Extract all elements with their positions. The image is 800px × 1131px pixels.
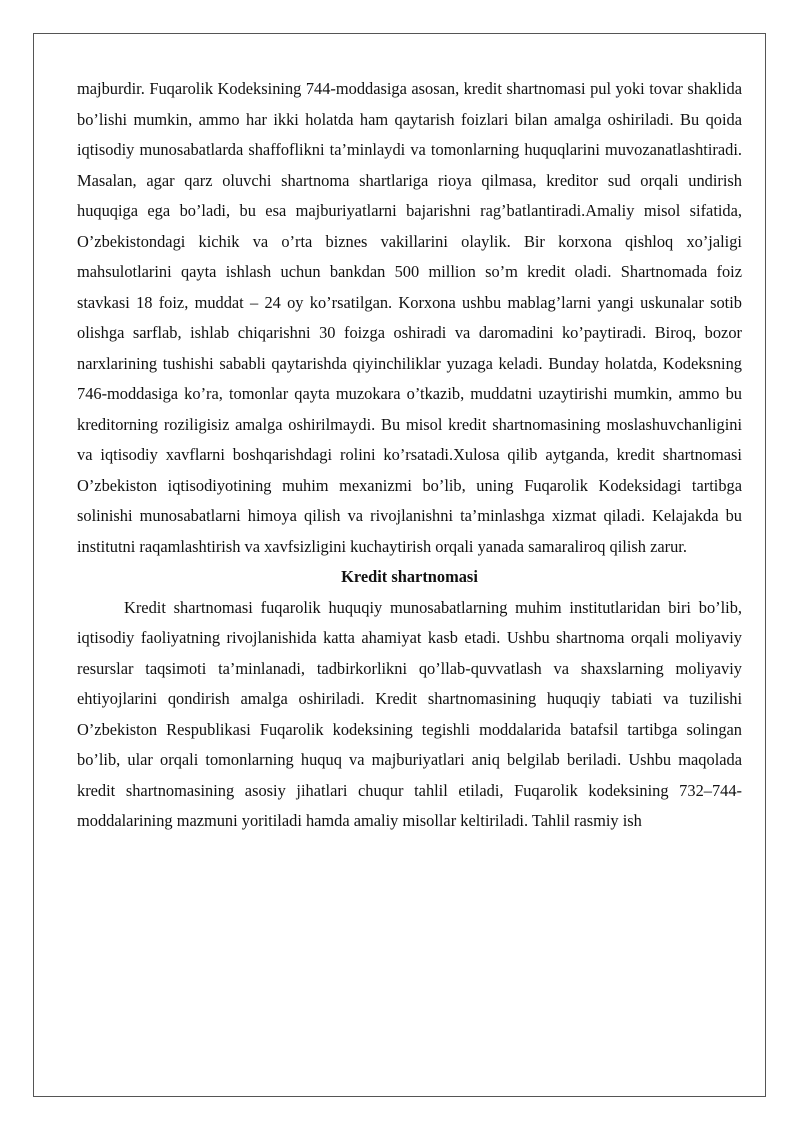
paragraph-continuation: majburdir. Fuqarolik Kodeksining 744-moddasiga asosan, kredit shartnomasi pul yoki tovar shaklida bo’lishi mumkin, ammo har ikki holatda ham qaytarish foizlari bilan amalga oshiriladi. Bu qoida iqtisodiy munosabatlarda shaffoflikni ta’minlaydi va tomonlarning huquqlarini muvozanatlashtiradi. Masalan, agar qarz oluvchi shartnoma shartlariga rioya qilmasa, kreditor sud orqali undirish huquqiga ega bo’ladi, bu esa majburiyatlarni bajarishni rag’batlantiradi.Amaliy misol sifatida, O’zbekistondagi kichik va o’rta biznes vakillarini olaylik. Bir korxona qishloq xo’jaligi mahsulotlarini qayta ishlash uchun bankdan 500 million so’m kredit oladi. Shartnomada foiz stavkasi 18 foiz, muddat – 24 oy ko’rsatilgan. Korxona ushbu mablag’larni yangi uskunalar sotib olishga sarflab, ishlab chiqarishni 30 foizga oshiradi va daromadini ko’paytiradi. Biroq, bozor narxlarining tushishi sababli qaytarishda qiyinchiliklar yuzaga keladi. Bunday holatda, Kodeksning 746-moddasiga ko’ra, tomonlar qayta muzokara o’tkazib, muddatni uzaytirishi mumkin, ammo bu kreditorning roziligisiz amalga oshirilmaydi. Bu misol kredit shartnomasining moslashuvchanligini va iqtisodiy xavflarni boshqarishdagi rolini ko’rsatadi.Xulosa qilib aytganda, kredit shartnomasi O’zbekiston iqtisodiyotining muhim mexanizmi bo’lib, uning Fuqarolik Kodeksidagi tartibga solinishi munosabatlarni himoya qilish va rivojlanishni ta’minlashga xizmat qiladi. Kelajakda bu institutni raqamlashtirish va xavfsizligini kuchaytirish orqali yanada samaraliroq qilish zarur. (77, 79, 742, 556)
document-body (77, 74, 742, 837)
section-heading: Kredit shartnomasi (341, 567, 478, 586)
paragraph-intro: Kredit shartnomasi fuqarolik huquqiy munosabatlarning muhim institutlaridan biri bo’lib, iqtisodiy faoliyatning rivojlanishida katta ahamiyat kasb etadi. Ushbu shartnoma orqali moliyaviy resurslar taqsimoti ta’minlanadi, tadbirkorlikni qo’llab-quvvatlash va shaxslarning moliyaviy ehtiyojlarini qondirish amalga oshiriladi. Kredit shartnomasining huquqiy tabiati va tuzilishi O’zbekiston Respublikasi Fuqarolik kodeksining tegishli moddalarida batafsil tartibga solingan bo’lib, ular orqali tomonlarning huquq va majburiyatlari aniq belgilab beriladi. Ushbu maqolada kredit shartnomasining asosiy jihatlari chuqur tahlil etiladi, Fuqarolik kodeksining 732–744-moddalarining mazmuni yoritiladi hamda amaliy misollar keltiriladi. Tahlil rasmiy ish (77, 597, 742, 830)
